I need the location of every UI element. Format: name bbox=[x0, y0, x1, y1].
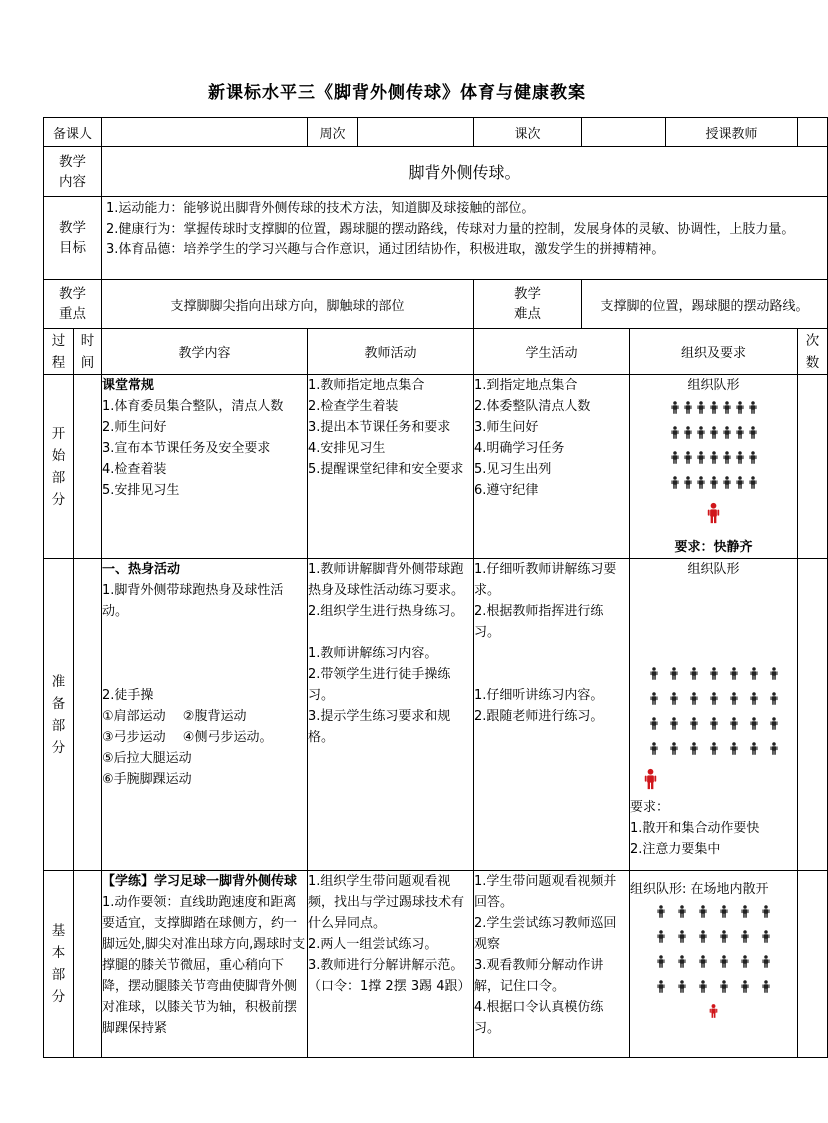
student-figure-icon bbox=[699, 979, 707, 1000]
section-start-row bbox=[44, 375, 828, 559]
student-item: 5.见习生出列 bbox=[474, 462, 552, 477]
student-figure-icon bbox=[650, 691, 658, 712]
student-figure-icon bbox=[690, 691, 698, 712]
student-figure-icon bbox=[710, 691, 718, 712]
student-formation bbox=[630, 904, 797, 1000]
goals-list bbox=[102, 197, 828, 280]
student-figure-icon bbox=[699, 904, 707, 925]
student-figure-icon bbox=[710, 475, 718, 496]
teacher-item: 3.提出本节课任务和要求 bbox=[308, 420, 451, 435]
student-figure-icon bbox=[730, 741, 738, 762]
content-row bbox=[44, 147, 828, 197]
basic-organization bbox=[630, 871, 798, 1058]
teacher-figure bbox=[630, 1004, 797, 1025]
student-item: 2.体委整队清点人数 bbox=[474, 399, 591, 414]
student-figure-icon bbox=[730, 691, 738, 712]
student-figure-icon bbox=[749, 400, 757, 421]
section-prep-row bbox=[44, 559, 828, 871]
content-item: 1.动作要领：直线助跑速度和距离要适宜，支撑脚踏在球侧方，约一脚远处,脚尖对准出球方向,踢球时支撑腿的膝关节微屈，重心稍向下降，摆动腿膝关节弯曲使脚背外侧对准球，以膝关节为轴，积极前摆脚踝保持紧 bbox=[102, 895, 306, 1036]
student-figure-icon bbox=[670, 716, 678, 737]
student-figure-icon bbox=[749, 450, 757, 471]
content-value: 脚背外侧传球。 bbox=[102, 147, 828, 197]
student-figure-icon bbox=[720, 904, 728, 925]
student-item: 1.到指定地点集合 bbox=[474, 378, 578, 393]
lesson-label: 课次 bbox=[474, 118, 582, 147]
org-title: 组织队形 bbox=[687, 562, 740, 577]
org-req-label: 要求： bbox=[630, 800, 670, 815]
count-cell bbox=[798, 871, 828, 1058]
student-figure-icon bbox=[723, 475, 731, 496]
keypoints-label: 教学重点 bbox=[44, 280, 102, 329]
col-content: 教学内容 bbox=[102, 329, 308, 375]
student-figure-icon bbox=[741, 979, 749, 1000]
student-figure-icon bbox=[697, 400, 705, 421]
org-title: 组织队形: 在场地内散开 bbox=[630, 882, 769, 897]
student-figure-icon bbox=[749, 425, 757, 446]
student-figure-icon bbox=[741, 929, 749, 950]
section-name: 基本部分 bbox=[44, 871, 74, 1058]
student-figure-icon bbox=[670, 691, 678, 712]
student-figure-icon bbox=[699, 954, 707, 975]
column-header-row bbox=[44, 329, 828, 375]
org-req-item: 1.散开和集合动作要快 bbox=[630, 821, 760, 836]
student-figure-icon bbox=[657, 904, 665, 925]
student-figure-icon bbox=[762, 979, 770, 1000]
teacher-item: 3.教师进行分解讲解示范。（口令：1撑 2摆 3踢 4跟） bbox=[308, 958, 471, 994]
student-figure-icon bbox=[684, 475, 692, 496]
prep-teacher bbox=[308, 559, 474, 871]
content-item: 1.脚背外侧带球跑热身及球性活动。 bbox=[102, 583, 284, 619]
student-figure-icon bbox=[697, 475, 705, 496]
teacher-label: 授课教师 bbox=[666, 118, 798, 147]
student-figure-icon bbox=[720, 979, 728, 1000]
student-figure-icon bbox=[678, 904, 686, 925]
student-figure-icon bbox=[723, 425, 731, 446]
student-figure-icon bbox=[750, 716, 758, 737]
student-figure-icon bbox=[697, 450, 705, 471]
count-cell bbox=[798, 559, 828, 871]
section-name: 开始部分 bbox=[44, 375, 74, 559]
student-figure-icon bbox=[690, 741, 698, 762]
goal-item: 3.体育品德：培养学生的学习兴趣与合作意识，通过团结协作，积极进取，激发学生的拼搏精神。 bbox=[106, 242, 665, 257]
content-title: 课堂常规 bbox=[102, 378, 155, 393]
content-item: ⑤后拉大腿运动 bbox=[102, 751, 192, 766]
col-student: 学生活动 bbox=[474, 329, 630, 375]
student-figure-icon bbox=[670, 741, 678, 762]
student-item: 2.跟随老师进行练习。 bbox=[474, 709, 604, 724]
student-figure-icon bbox=[736, 450, 744, 471]
student-figure-icon bbox=[671, 425, 679, 446]
student-formation bbox=[630, 400, 797, 496]
content-item: 1.体育委员集合整队，清点人数 bbox=[102, 399, 284, 414]
org-title: 组织队形 bbox=[687, 378, 740, 393]
student-figure-icon bbox=[690, 716, 698, 737]
header-row bbox=[44, 118, 828, 147]
week-label: 周次 bbox=[308, 118, 358, 147]
time-cell bbox=[74, 375, 102, 559]
teacher-icon bbox=[707, 513, 720, 528]
student-figure-icon bbox=[670, 666, 678, 687]
student-figure-icon bbox=[657, 929, 665, 950]
goals-label: 教学目标 bbox=[44, 197, 102, 280]
teacher-item: 4.安排见习生 bbox=[308, 441, 386, 456]
student-figure-icon bbox=[684, 400, 692, 421]
lesson-value bbox=[582, 118, 666, 147]
teacher-item: 2.组织学生进行热身练习。 bbox=[308, 604, 464, 619]
prep-organization bbox=[630, 559, 798, 871]
student-item: 1.学生带问题观看视频并回答。 bbox=[474, 874, 617, 910]
student-figure-icon bbox=[762, 929, 770, 950]
content-title: 【学练】学习足球一脚背外侧传球 bbox=[102, 874, 298, 889]
student-item: 4.明确学习任务 bbox=[474, 441, 565, 456]
student-figure-icon bbox=[650, 741, 658, 762]
count-cell bbox=[798, 375, 828, 559]
student-item: 2.根据教师指挥进行练习。 bbox=[474, 604, 604, 640]
week-value bbox=[358, 118, 474, 147]
goals-row bbox=[44, 197, 828, 280]
student-figure-icon bbox=[749, 475, 757, 496]
student-figure-icon bbox=[710, 400, 718, 421]
col-organization: 组织及要求 bbox=[630, 329, 798, 375]
student-item: 1.仔细听教师讲解练习要求。 bbox=[474, 562, 617, 598]
start-student bbox=[474, 375, 630, 559]
student-figure-icon bbox=[723, 400, 731, 421]
student-item: 1.仔细听讲练习内容。 bbox=[474, 688, 604, 703]
content-item: ⑥手腕脚踝运动 bbox=[102, 772, 192, 787]
student-figure-icon bbox=[671, 400, 679, 421]
lesson-plan-table bbox=[43, 117, 828, 1058]
student-figure-icon bbox=[750, 691, 758, 712]
student-figure-icon bbox=[657, 979, 665, 1000]
org-requirement: 要求：快静齐 bbox=[674, 540, 753, 555]
basic-student bbox=[474, 871, 630, 1058]
student-figure-icon bbox=[736, 400, 744, 421]
time-cell bbox=[74, 559, 102, 871]
student-figure-icon bbox=[671, 475, 679, 496]
difficulty-value: 支撑脚的位置，踢球腿的摆动路线。 bbox=[582, 280, 828, 329]
student-figure-icon bbox=[736, 425, 744, 446]
student-formation bbox=[630, 666, 797, 762]
student-figure-icon bbox=[710, 450, 718, 471]
content-item: 3.宣布本节课任务及安全要求 bbox=[102, 441, 271, 456]
col-teacher: 教师活动 bbox=[308, 329, 474, 375]
content-title: 一、热身活动 bbox=[102, 562, 181, 577]
student-figure-icon bbox=[770, 741, 778, 762]
teacher-item: 2.检查学生着装 bbox=[308, 399, 399, 414]
student-figure-icon bbox=[671, 450, 679, 471]
teacher-item: 1.教师讲解脚背外侧带球跑热身及球性活动练习要求。 bbox=[308, 562, 465, 598]
teacher-figure bbox=[630, 768, 797, 797]
student-figure-icon bbox=[684, 450, 692, 471]
student-figure-icon bbox=[741, 904, 749, 925]
student-figure-icon bbox=[736, 475, 744, 496]
teacher-item: 1.教师讲解练习内容。 bbox=[308, 646, 438, 661]
student-figure-icon bbox=[684, 425, 692, 446]
content-item: ①肩部运动 ②腹背运动 bbox=[102, 709, 247, 724]
col-count: 次数 bbox=[798, 329, 828, 375]
col-time: 时间 bbox=[74, 329, 102, 375]
teacher-item: 2.两人一组尝试练习。 bbox=[308, 937, 438, 952]
content-item: 2.师生问好 bbox=[102, 420, 167, 435]
content-item: 4.检查着装 bbox=[102, 462, 167, 477]
student-figure-icon bbox=[710, 716, 718, 737]
preparer-value bbox=[102, 118, 308, 147]
difficulty-label: 教学难点 bbox=[474, 280, 582, 329]
keypoints-row bbox=[44, 280, 828, 329]
student-item: 4.根据口令认真模仿练习。 bbox=[474, 1000, 604, 1036]
student-figure-icon bbox=[690, 666, 698, 687]
student-figure-icon bbox=[741, 954, 749, 975]
start-teacher bbox=[308, 375, 474, 559]
student-figure-icon bbox=[770, 691, 778, 712]
content-item: ③弓步运动 ④侧弓步运动。 bbox=[102, 730, 273, 745]
teacher-item: 5.提醒课堂纪律和安全要求 bbox=[308, 462, 464, 477]
teacher-item: 1.组织学生带问题观看视频，找出与学过踢球技术有什么异同点。 bbox=[308, 874, 465, 931]
teacher-item: 1.教师指定地点集合 bbox=[308, 378, 425, 393]
student-figure-icon bbox=[720, 929, 728, 950]
student-figure-icon bbox=[678, 929, 686, 950]
content-label: 教学内容 bbox=[44, 147, 102, 197]
student-figure-icon bbox=[750, 666, 758, 687]
student-figure-icon bbox=[678, 954, 686, 975]
student-figure-icon bbox=[723, 450, 731, 471]
student-figure-icon bbox=[678, 979, 686, 1000]
student-figure-icon bbox=[710, 425, 718, 446]
prep-student bbox=[474, 559, 630, 871]
goal-item: 1.运动能力：能够说出脚背外侧传球的技术方法，知道脚及球接触的部位。 bbox=[106, 201, 535, 216]
student-figure-icon bbox=[657, 954, 665, 975]
start-content bbox=[102, 375, 308, 559]
student-figure-icon bbox=[770, 666, 778, 687]
section-basic-row bbox=[44, 871, 828, 1058]
teacher-item: 2.带领学生进行徒手操练习。 bbox=[308, 667, 451, 703]
document-title: 新课标水平三《脚背外侧传球》体育与健康教案 bbox=[208, 83, 586, 103]
student-figure-icon bbox=[710, 666, 718, 687]
content-item: 2.徒手操 bbox=[102, 688, 154, 703]
student-figure-icon bbox=[762, 904, 770, 925]
prep-content bbox=[102, 559, 308, 871]
teacher-figure bbox=[630, 502, 797, 531]
student-figure-icon bbox=[720, 954, 728, 975]
student-figure-icon bbox=[650, 716, 658, 737]
time-cell bbox=[74, 871, 102, 1058]
teacher-value bbox=[798, 118, 828, 147]
student-figure-icon bbox=[650, 666, 658, 687]
preparer-label: 备课人 bbox=[44, 118, 102, 147]
start-organization bbox=[630, 375, 798, 559]
student-figure-icon bbox=[770, 716, 778, 737]
teacher-item: 3.提示学生练习要求和规格。 bbox=[308, 709, 451, 745]
content-item: 5.安排见习生 bbox=[102, 483, 180, 498]
col-process: 过程 bbox=[44, 329, 74, 375]
keypoints-value: 支撑脚脚尖指向出球方向，脚触球的部位 bbox=[102, 280, 474, 329]
student-item: 3.观看教师分解动作讲解，记住口令。 bbox=[474, 958, 604, 994]
student-figure-icon bbox=[697, 425, 705, 446]
student-item: 3.师生问好 bbox=[474, 420, 539, 435]
student-item: 2.学生尝试练习教师巡回观察 bbox=[474, 916, 617, 952]
student-figure-icon bbox=[699, 929, 707, 950]
teacher-icon bbox=[709, 1007, 718, 1022]
student-figure-icon bbox=[750, 741, 758, 762]
student-figure-icon bbox=[762, 954, 770, 975]
section-name: 准备部分 bbox=[44, 559, 74, 871]
goal-item: 2.健康行为：掌握传球时支撑脚的位置，踢球腿的摆动路线，传球对力量的控制，发展身体的灵敏、协调性，上肢力量。 bbox=[106, 221, 795, 237]
basic-teacher bbox=[308, 871, 474, 1058]
student-figure-icon bbox=[730, 666, 738, 687]
basic-content bbox=[102, 871, 308, 1058]
teacher-icon bbox=[644, 779, 657, 794]
student-figure-icon bbox=[710, 741, 718, 762]
student-figure-icon bbox=[730, 716, 738, 737]
student-item: 6.遵守纪律 bbox=[474, 483, 539, 498]
org-req-item: 2.注意力要集中 bbox=[630, 842, 721, 857]
